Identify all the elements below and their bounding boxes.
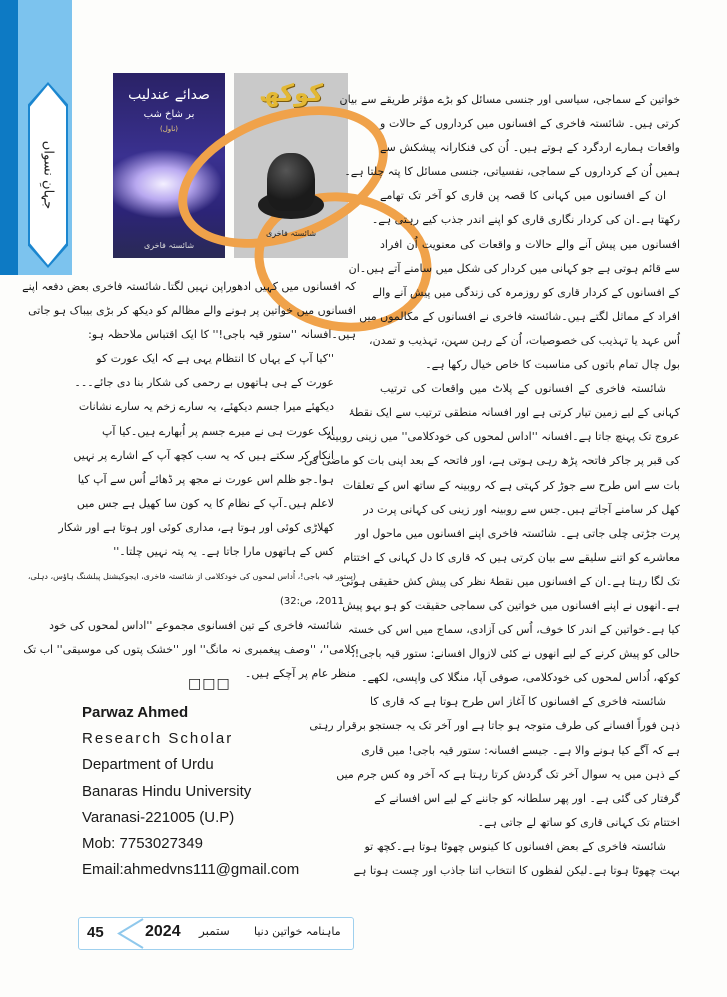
quote-line: دیکھئے میرا جسم دیکھئے، یہ سارے زخم یہ سارے نشانات: [78, 400, 334, 414]
text-line: شائستہ فاخری کے افسانوں کے پلاٹ میں واقعات کی ترتیب: [380, 382, 666, 396]
text-line: افسانوں میں خواتین پر ہونے والے مظالم کو دیکھ کر بڑی بیباک ہو جاتی: [28, 304, 356, 318]
text-line: ہے کہ آگے کیا ہونے والا ہے۔ جیسے افسانہ: ستور قیہ باجی! میں قاری: [361, 743, 680, 757]
quote-line: ''کیا آپ کے یہاں کا انتظام یہی ہے کہ ایک عورت کو: [96, 352, 334, 366]
quote-line: ایک عورت ہی نے میرے جسم پر اُبھارے ہیں۔کیا آپ: [102, 424, 334, 438]
quote-line: کس کے ہاتھوں مارا جاتا ہے۔ یہ پتہ نہیں چلتا۔'': [113, 545, 334, 559]
text-line: حالی کو پیش کرنے کے لیے انھوں نے کئی لازوال افسانے: ستور قیہ باجی!،: [351, 647, 680, 661]
text-line: معاشرے کو اتنے سلیقے سے بیان کرتی ہیں کہ قاری کا دل کہانی کے اختتام: [343, 550, 680, 564]
text-line: ان کے افسانوں میں کہانی کا قصہ پن قاری کو آخر تک تھامے: [380, 189, 666, 203]
issue-month: ستمبر: [199, 924, 230, 938]
author-email: Email:ahmedvns111@gmail.com: [82, 861, 300, 879]
quote-line: کھلاڑی کوئی اور ہوتا ہے، مداری کوئی اور ہوتا ہے اور شکار: [58, 520, 334, 534]
text-line: کے ذہن میں یہ سوال آخر تک گردش کرتا رہتا ہے کہ آخر وہ کس جرم میں: [336, 767, 680, 781]
book-cover-kokh: [234, 73, 348, 258]
author-city: Varanasi-221005 (U.P): [82, 808, 235, 826]
text-line: بات سے اس طرح سے جوڑ کر کہتی ہے کہ روبینہ کے ساتھ اس کے تعلقات: [342, 478, 680, 492]
quote-line: ہوا۔جو ظلم اس عورت نے مجھ پر ڈھائے اُس سے آپ کیا: [77, 472, 334, 486]
citation: (ستور قیہ باجی!، اُداس لمحوں کی خودکلامی از شائستہ فاخری، ایجوکیشنل پبلشنگ ہاؤس، دہلی،: [27, 572, 356, 582]
quote-line: لاعلم ہیں۔آپ کے نظام کا یہ کون سا کھیل ہے جس میں: [76, 496, 334, 510]
issue-year: 2024: [145, 923, 181, 940]
text-line: کھل کر سامنے آجاتے ہیں۔جس سے روبینہ اور زینی کی کہانی پرت در: [363, 502, 680, 516]
text-line: بہت چھوٹا ہوتا ہے۔لیکن لفظوں کا انتخاب اتنا جاذب اور چست ہوتا ہے: [353, 864, 680, 877]
section-band-dark: [0, 0, 18, 275]
text-line: افسانوں میں پیش آنے والے حالات و واقعات کی معنویت اُن افراد: [380, 237, 680, 251]
text-line: کہانی کے لیے زمین تیار کرتی ہے اور افسانہ منطقی ترتیب سے ایک نقطۂ: [348, 406, 680, 420]
text-line: بول چال تمام باتوں کی مناسبت کا خاص خیال رکھا ہے۔: [425, 358, 680, 372]
text-line: کہ افسانوں میں کہیں ادھوراپن نہیں لگتا۔شائستہ فاخری بعض دفعہ اپنے: [22, 280, 356, 293]
block-quote: [58, 347, 356, 564]
text-line: سے قائم ہوتی ہے جو کہانی میں کردار کی شکل میں سامنے آتے ہیں۔ان: [348, 261, 680, 275]
page-number: 45: [87, 924, 104, 941]
text-line: کرتی ہیں۔ شائستہ فاخری کے افسانوں میں کرداروں کے حالات و: [380, 117, 680, 131]
left-column-text: [22, 275, 356, 686]
section-separator: □□□: [188, 676, 231, 692]
cover-author: شائستہ فاخری: [143, 241, 195, 250]
cover-author: شائستہ فاخری: [265, 229, 317, 238]
quote-line: عورت کے ہی ہاتھوں بے رحمی کی شکار بنا دی جائے۔۔۔: [74, 376, 334, 390]
magazine-name: ماہنامہ خواتین دنیا: [254, 925, 341, 938]
text-line: افراد کے مماثل لگتے ہیں۔شائستہ فاخری نے افسانوں کے مکالموں میں: [359, 309, 680, 323]
text-line: کیا ہے۔خواتین کے اندر کا خوف، اُس کی آزادی، سماج میں اس کی خستہ: [347, 623, 680, 637]
text-line: ہمیں اُن کے کرداروں کے سماجی، نفسیاتی، جنسی مسائل کا پتہ چلتا ہے۔: [344, 165, 680, 179]
cover-title: صدائے عندلیب: [128, 87, 210, 103]
sculpture-image: [267, 153, 315, 211]
text-line: شائستہ فاخری کے بعض افسانوں کا کینوس چھوٹا ہوتا ہے۔کچھ تو: [364, 839, 666, 853]
text-line: اختتام تک کہانی قاری کو ساتھ لے جاتی ہے۔: [477, 815, 680, 829]
text-line: ہیں۔افسانہ ''ستور قیہ باجی!'' کا ایک اقتباس ملاحظہ ہو:: [88, 328, 356, 342]
chevron-left-icon: [115, 918, 145, 949]
text-line: کوکھ، اُداس لمحوں کی خودکلامی، صوفی آپا، منگلا کی واپسی، لکھے۔: [361, 671, 680, 685]
author-name: Parwaz Ahmed: [82, 704, 189, 721]
page-footer: [78, 917, 354, 950]
text-line: کے افسانوں کے کردار قاری کو روزمرہ کی زندگی میں پیش آنے والے: [372, 285, 680, 299]
cover-genre: (ناول): [159, 125, 178, 133]
text-line: اُس عہد یا تہذیب کی خصوصیات، اُن کے رہن سہن، تہذیب و تمدن،: [369, 333, 680, 347]
author-title: Research Scholar: [82, 730, 234, 748]
text-line: واقعات ہمارے اردگرد کے ہوتے ہیں۔ اُن کی فنکارانہ پیشکش سے: [380, 141, 680, 155]
author-department: Department of Urdu: [82, 756, 214, 774]
text-line: ذہن فوراً افسانے کی طرف متوجہ ہو جاتا ہے اور آخر تک یہ جستجو برقرار رہتی: [309, 719, 680, 733]
cover-subtitle: بر شاخ شب: [143, 109, 195, 120]
text-line: خواتین کے سماجی، سیاسی اور جنسی مسائل کو بڑے مؤثر طریقے سے بیان: [339, 93, 680, 106]
text-line: تک لگا رہتا ہے۔ان کے افسانوں میں نقطۂ نظر کی پیش کش حقیقی ہوتی: [341, 574, 680, 588]
text-line: کلامی''، ''وصف پیغمبری نہ مانگ'' اور ''خشک پتوں کی موسیقی'' اب تک: [23, 643, 356, 657]
quote-line: انکار کر سکتے ہیں کہ یہ سب کچھ آپ کے اشارے پر نہیں: [73, 448, 334, 462]
text-line: ہے۔انھوں نے اپنے افسانوں میں خواتین کی سماجی حقیقت کو ہو بہو پیش: [342, 598, 680, 612]
text-line: رکھتا ہے۔ان کی کردار نگاری قاری کو اپنے اندر جذب کیے رہتی ہے۔: [371, 213, 680, 227]
text-line: پرت جڑتی چلی جاتی ہے۔ شائستہ فاخری اپنے افسانوں میں ماحول اور: [355, 526, 680, 540]
text-line: گرفتار کی گئی ہے۔ اور پھر سلطانہ کو جاننے کے لیے اس افسانے کے: [374, 791, 680, 805]
author-info: [82, 700, 299, 883]
text-line: کی قبر پر جاکر فاتحہ پڑھ رہی ہوتی ہے، اور فاتحہ کے بعد اپنی بات کو ماضی کی: [303, 454, 680, 468]
text-line: عروج تک پہنچ جاتا ہے۔افسانہ ''اداس لمحوں کی خودکلامی'' میں زینی روبینہ: [325, 430, 680, 444]
citation-end: 2011، ص:32): [280, 596, 344, 608]
text-line: شائستہ فاخری کے افسانوں کا آغاز اس طرح ہوتا ہے کہ قاری کا: [370, 695, 666, 709]
cover-title: کوکھ: [258, 79, 324, 107]
author-university: Banaras Hindu University: [82, 782, 252, 800]
text-line: شائستہ فاخری کے تین افسانوی مجموعے ''اداس لمحوں کی خود: [49, 619, 342, 633]
author-mobile: Mob: 7753027349: [82, 835, 203, 853]
text-line: منظر عام پر آچکے ہیں۔: [244, 667, 356, 681]
section-tab-label: جہانِ نسواں: [40, 140, 56, 210]
